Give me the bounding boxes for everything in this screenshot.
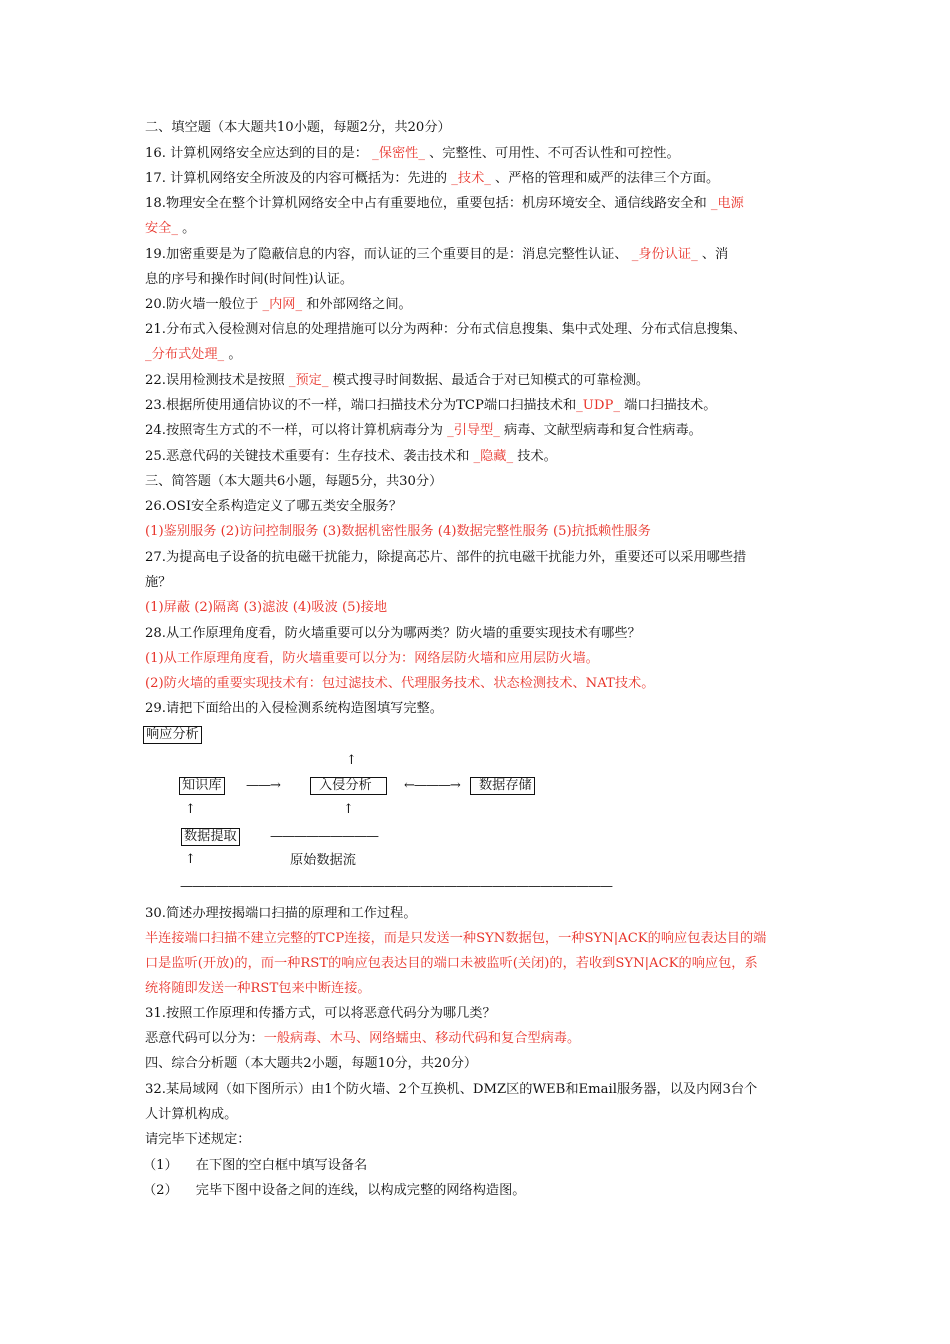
requirement-2: （2） 完毕下图中设备之间的连线，以构成完整的网络构造图。	[143, 1183, 526, 1198]
question-25: 25.恶意代码的关键技术重要有：生存技术、袭击技术和 _隐藏_ 技术。	[145, 449, 557, 464]
answer-21: _分布式处理_	[145, 347, 225, 362]
box-intrusion-analysis: 入侵分析	[310, 777, 387, 795]
question-32: 32.某局域网（如下图所示）由1个防火墙、2个互换机、DMZ区的WEB和Email服务器，以及内网3台个	[145, 1082, 758, 1097]
box-knowledge-base: 知识库	[179, 777, 225, 795]
requirement-heading: 请完毕下述规定：	[145, 1132, 251, 1147]
section-heading-fill: 二、填空题（本大题共10小题，每题2分，共20分）	[145, 120, 451, 135]
answer-24: _引导型_	[447, 423, 500, 438]
question-30: 30.简述办理按揭端口扫描的原理和工作过程。	[145, 906, 417, 921]
question-18: 18.物理安全在整个计算机网络安全中占有重要地位，重要包括：机房环境安全、通信线路安全和 _电源	[145, 196, 744, 211]
section-heading-comprehensive: 四、综合分析题（本大题共2小题，每题10分，共20分）	[145, 1056, 478, 1071]
answer-30a: 半连接端口扫描不建立完整的TCP连接，而是只发送一种SYN数据包，一种SYN|ACK的响应包表达目的端	[145, 931, 767, 946]
question-22: 22.误用检测技术是按照 _预定_ 模式搜寻时间数据、最适合于对已知模式的可靠检测。	[145, 373, 650, 388]
requirement-1: （1） 在下图的空白框中填写设备名	[143, 1158, 368, 1173]
box-data-storage: 数据存储	[470, 777, 535, 795]
section-heading-short: 三、简答题（本大题共6小题，每题5分，共30分）	[145, 474, 443, 489]
dash-line-bottom: ————————————————————————————————————	[180, 879, 612, 894]
label-raw-data-stream: 原始数据流	[290, 853, 356, 868]
arrow-up-icon: ↑	[343, 802, 354, 817]
answer-20: _内网_	[262, 297, 303, 312]
answer-30b: 口是监听(开放)的，而一种RST的响应包表达目的端口未被监听(关闭)的，若收到SYN|ACK的响应包，系	[145, 956, 758, 971]
arrow-up-icon: ↑	[346, 753, 357, 768]
dash-line: —————————	[270, 829, 378, 844]
answer-22: _预定_	[288, 373, 329, 388]
answer-25: _隐藏_	[473, 449, 514, 464]
answer-16: _保密性_	[372, 146, 425, 161]
question-23: 23.根据所使用通信协议的不一样，端口扫描技术分为TCP端口扫描技术和_UDP_ 端口扫描技术。	[145, 398, 717, 413]
answer-23: _UDP_	[576, 398, 620, 413]
box-data-extraction: 数据提取	[181, 828, 240, 846]
question-21: 21.分布式入侵检测对信息的处理措施可以分为两种：分布式信息搜集、集中式处理、分布式信息搜集、	[145, 322, 747, 337]
question-19: 19.加密重要是为了隐蔽信息的内容，而认证的三个重要目的是：消息完整性认证、 _身份认证_ 、消	[145, 247, 729, 262]
answer-27: (1)屏蔽 (2)隔离 (3)滤波 (4)吸波 (5)接地	[145, 600, 388, 615]
question-21-cont: _分布式处理_ 。	[145, 347, 242, 362]
arrow-right-icon: ——→	[246, 778, 280, 793]
question-18-cont: 安全_ 。	[145, 221, 196, 236]
arrow-up-icon: ↑	[185, 802, 196, 817]
question-32-cont: 人计算机构成。	[145, 1107, 238, 1122]
question-26: 26.OSI安全系构造定义了哪五类安全服务？	[145, 499, 403, 514]
question-24: 24.按照寄生方式的不一样，可以将计算机病毒分为 _引导型_ 病毒、文献型病毒和复合性病毒。	[145, 423, 702, 438]
answer-30c: 统将随即发送一种RST包来中断连接。	[145, 981, 371, 996]
answer-28b: (2)防火墙的重要实现技术有：包过滤技术、代理服务技术、状态检测技术、NAT技术。	[145, 676, 655, 691]
question-29: 29.请把下面给出的入侵检测系统构造图填写完整。	[145, 701, 443, 716]
answer-17: _技术_	[451, 171, 491, 186]
question-20: 20.防火墙一般位于 _内网_ 和外部网络之间。	[145, 297, 412, 312]
question-28: 28.从工作原理角度看，防火墙重要可以分为哪两类？防火墙的重要实现技术有哪些？	[145, 626, 641, 641]
question-17: 17. 计算机网络安全所波及的内容可概括为：先进的 _技术_ 、严格的管理和威严的法律三个方面。	[145, 171, 720, 186]
question-27: 27.为提高电子设备的抗电磁干扰能力，除提高芯片、部件的抗电磁干扰能力外，重要还可以采用哪些措	[145, 550, 747, 565]
answer-26: (1)鉴别服务 (2)访问控制服务 (3)数据机密性服务 (4)数据完整性服务 (5)抗抵赖性服务	[145, 524, 651, 539]
box-response-analysis: 响应分析	[143, 726, 202, 744]
answer-18a: _电源	[710, 196, 744, 211]
question-31: 31.按照工作原理和传播方式，可以将恶意代码分为哪几类？	[145, 1006, 496, 1021]
answer-19: _身份认证_	[631, 247, 698, 262]
arrow-both-icon: ←———→	[404, 778, 460, 793]
answer-28a: (1)从工作原理角度看，防火墙重要可以分为：网络层防火墙和应用层防火墙。	[145, 651, 599, 666]
answer-31: 恶意代码可以分为：一般病毒、木马、网络蠕虫、移动代码和复合型病毒。	[145, 1031, 581, 1046]
arrow-up-icon: ↑	[185, 852, 196, 867]
question-16: 16. 计算机网络安全应达到的目的是： _保密性_ 、完整性、可用性、不可否认性和可控性。	[145, 146, 680, 161]
answer-18b: 安全_	[145, 221, 178, 236]
question-19-cont: 息的序号和操作时间(时间性)认证。	[145, 272, 354, 287]
question-27-cont: 施？	[145, 575, 172, 590]
